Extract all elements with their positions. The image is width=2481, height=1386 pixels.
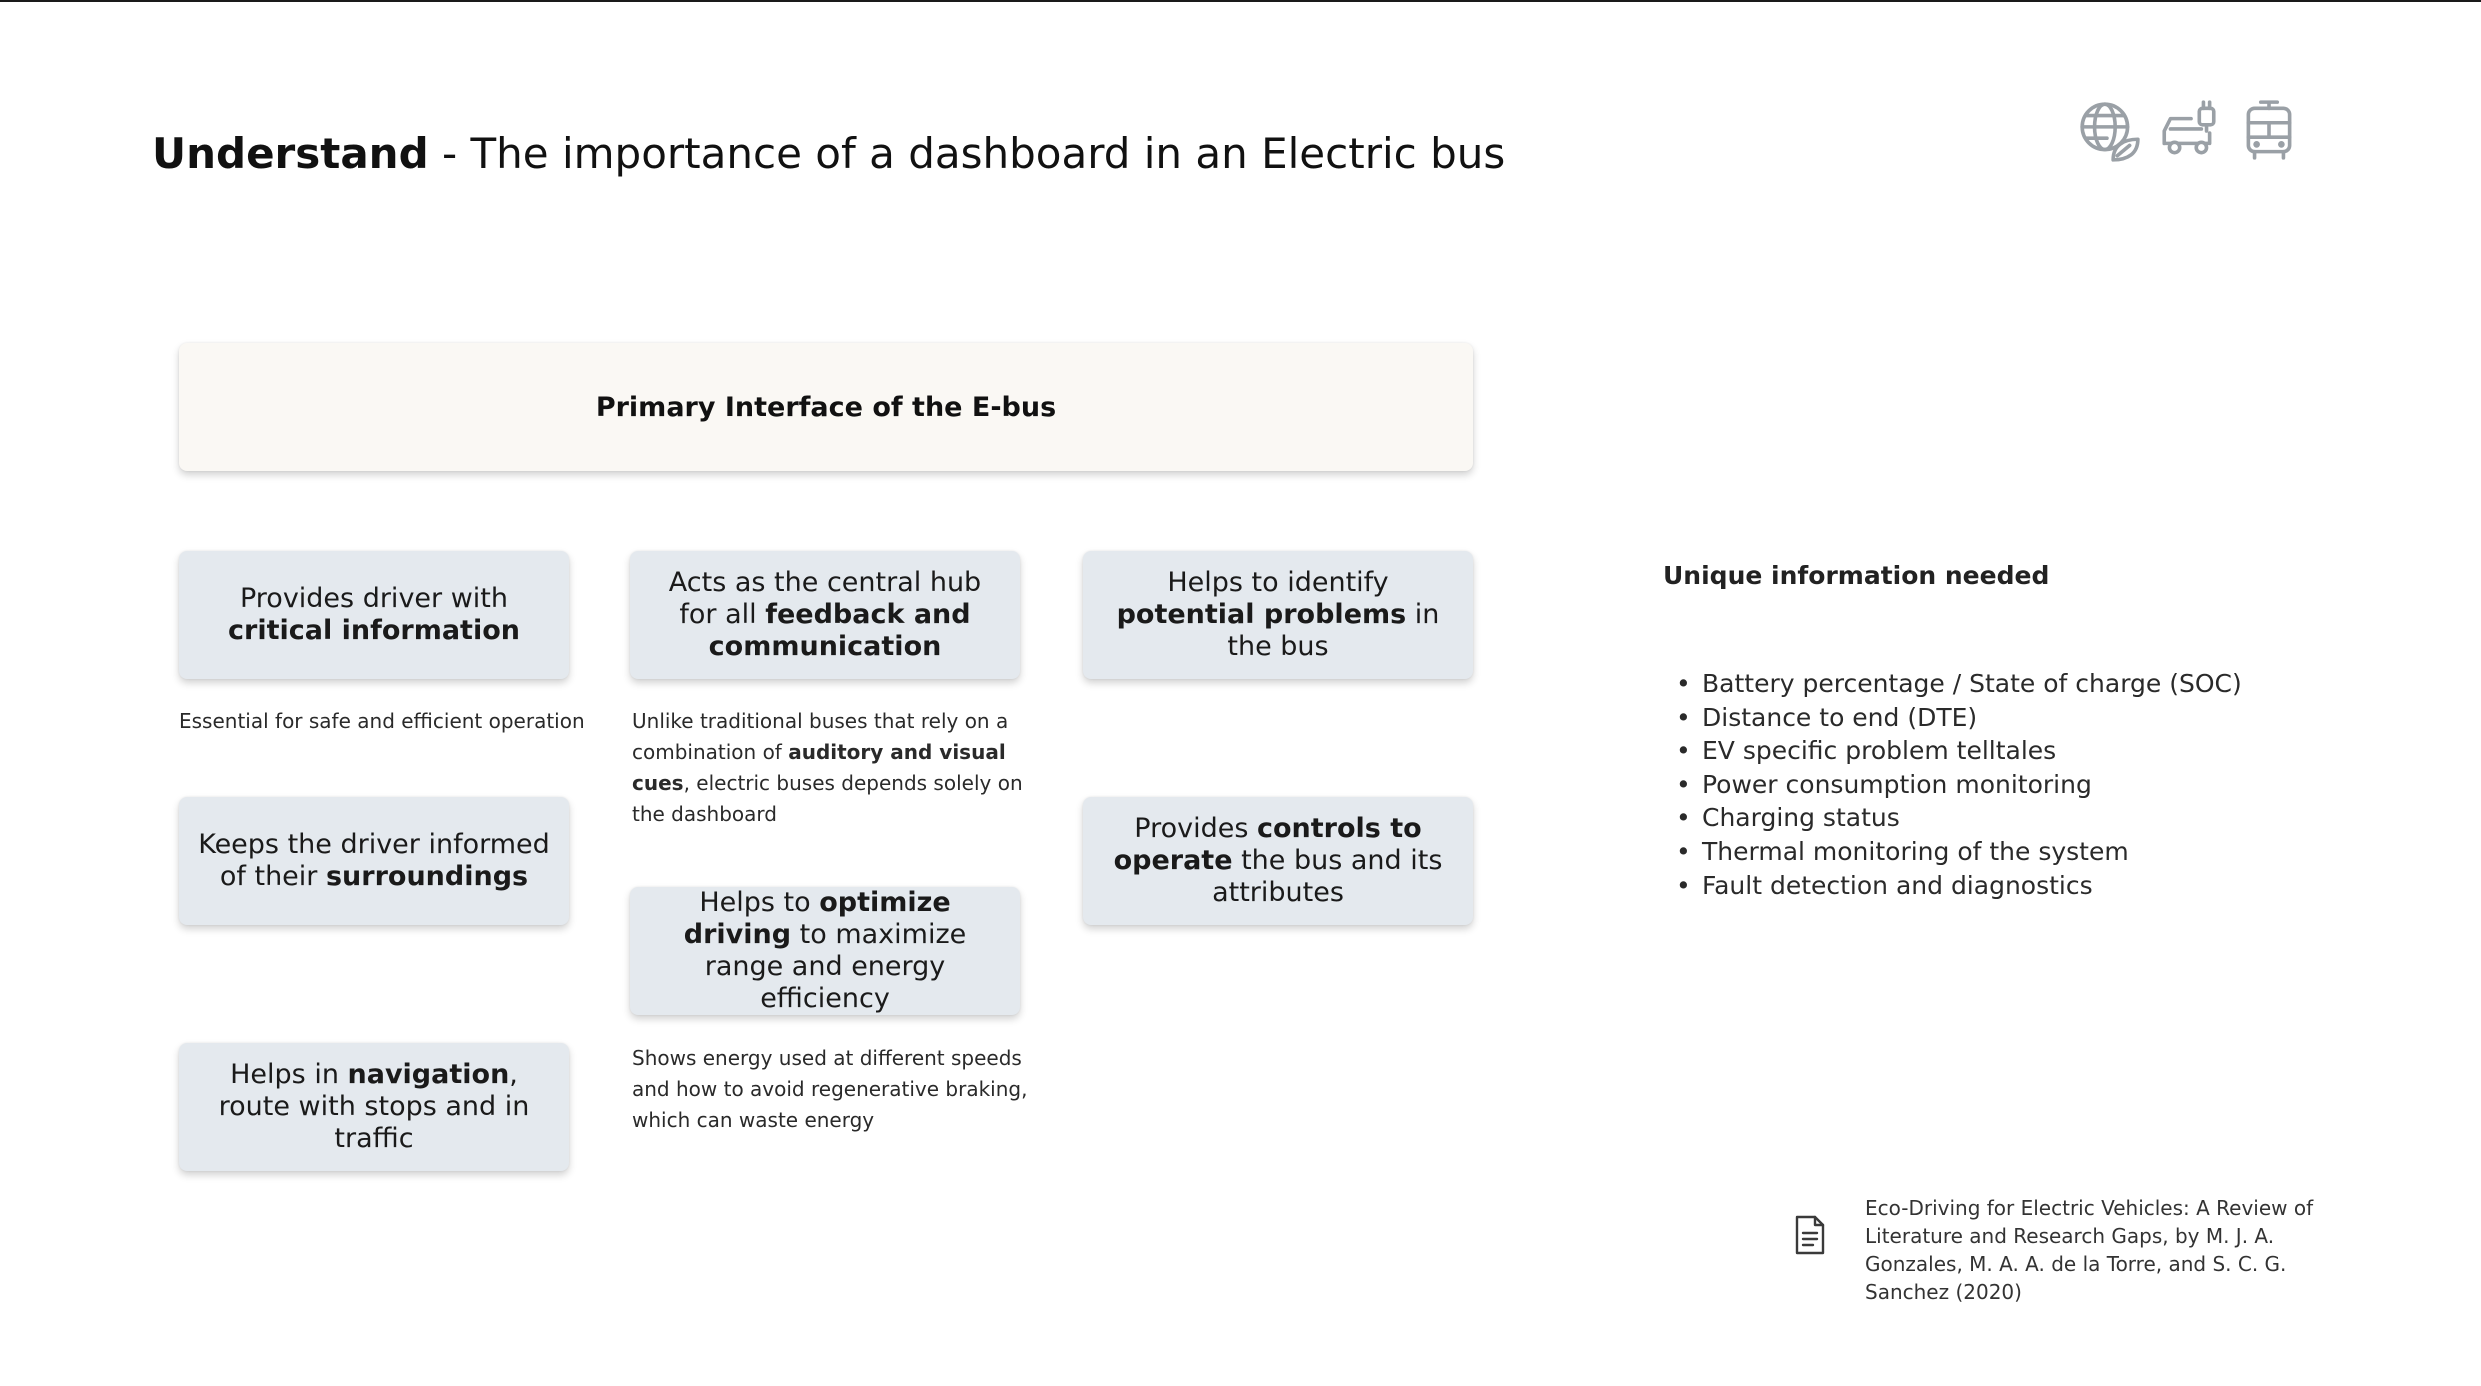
card-optimize-bold: optimize driving: [683, 887, 951, 950]
card-critical-bold: critical information: [228, 615, 520, 646]
citation-text: Eco-Driving for Electric Vehicles: A Review of Literature and Research Gaps, by M. J. A. Gonzales, M. A. A. de la Torre, and S. C. G. Sanchez (2020): [1865, 1196, 2314, 1304]
card-critical-pre: Provides driver with: [239, 583, 508, 614]
card-navigation-post: , route with stops and in traffic: [218, 1059, 530, 1154]
unique-info-heading: Unique information needed: [1663, 561, 2050, 590]
list-item: • EV specific problem telltales: [1676, 734, 2242, 768]
card-potential-problems: [1083, 551, 1473, 679]
bus-icon: [2236, 98, 2302, 164]
page-title: [152, 126, 1505, 182]
globe-leaf-icon: [2076, 98, 2142, 164]
header-icons: [2076, 98, 2302, 162]
note-unlike-traditional: [632, 706, 1032, 830]
note-unlike-post: , electric buses depends solely on the dashboard: [632, 771, 1023, 826]
document-icon: [1793, 1215, 1827, 1255]
card-surroundings-pre: Keeps the driver informed of their: [198, 829, 550, 892]
card-controls: [1083, 797, 1473, 925]
primary-interface-label: Primary Interface of the E-bus: [595, 391, 1057, 423]
card-optimize-driving: [630, 887, 1020, 1015]
list-item: • Fault detection and diagnostics: [1676, 869, 2242, 903]
list-item: • Thermal monitoring of the system: [1676, 835, 2242, 869]
card-navigation: [179, 1043, 569, 1171]
card-optimize-post: to maximize range and energy efficiency: [704, 919, 967, 1014]
card-surroundings-bold: surroundings: [325, 861, 529, 892]
card-navigation-bold: navigation: [347, 1059, 510, 1090]
list-item: • Battery percentage / State of charge (SOC): [1676, 667, 2242, 701]
unique-info-list: [1676, 667, 2242, 902]
ev-charging-car-icon: [2156, 98, 2222, 164]
card-problems-pre: Helps to identify: [1167, 567, 1389, 598]
card-hub-pre: Acts as the central hub for all: [668, 567, 982, 630]
list-item: • Charging status: [1676, 801, 2242, 835]
list-item: • Power consumption monitoring: [1676, 768, 2242, 802]
card-optimize-pre: Helps to: [699, 887, 820, 918]
note-essential: Essential for safe and efficient operation: [179, 709, 585, 733]
title-rest: - The importance of a dashboard in an Electric bus: [428, 129, 1506, 178]
card-critical-information: [179, 551, 569, 679]
card-surroundings: [179, 797, 569, 925]
note-unlike-pre: Unlike traditional buses that rely on a combination of: [632, 709, 1009, 764]
card-problems-bold: potential problems: [1116, 599, 1407, 630]
note-unlike-bold: auditory and visual cues: [632, 740, 1006, 795]
primary-interface-banner: [179, 343, 1473, 471]
top-rule: [0, 0, 2481, 2]
card-controls-post: the bus and its attributes: [1212, 845, 1443, 908]
card-navigation-pre: Helps in: [230, 1059, 348, 1090]
card-controls-pre: Provides: [1134, 813, 1257, 844]
card-central-hub: [630, 551, 1020, 679]
note-energy: Shows energy used at different speeds and how to avoid regenerative braking, which can waste energy: [632, 1046, 1028, 1132]
list-item: • Distance to end (DTE): [1676, 701, 2242, 735]
title-bold: Understand: [152, 129, 429, 178]
card-controls-bold: controls to operate: [1113, 813, 1422, 876]
card-problems-post: in the bus: [1227, 599, 1440, 662]
card-hub-bold: feedback and communication: [708, 599, 971, 662]
